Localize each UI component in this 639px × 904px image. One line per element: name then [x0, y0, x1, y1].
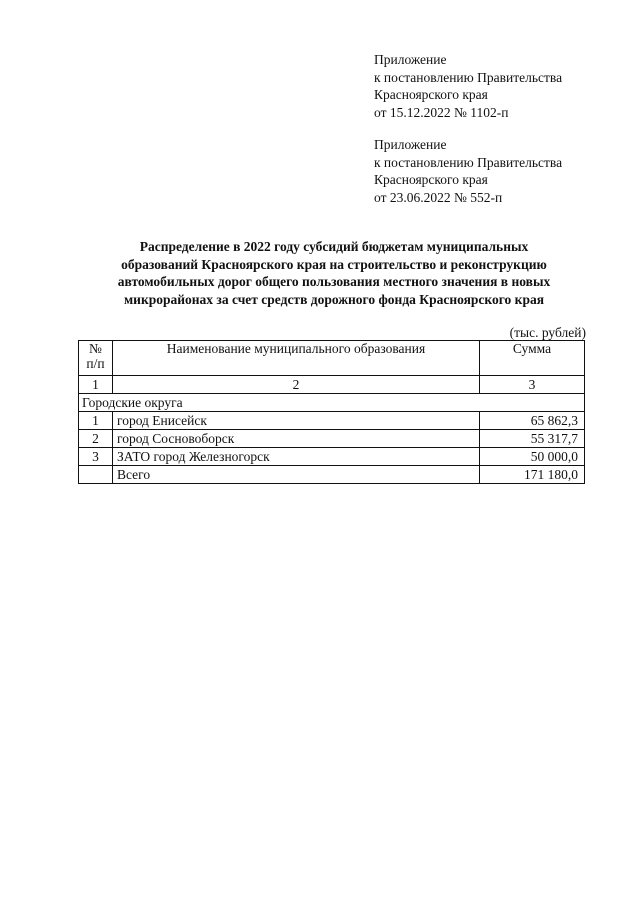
appendix-block-1 — [374, 51, 562, 121]
row-sum: 50 000,0 — [480, 448, 585, 466]
header-name: Наименование муниципального образования — [113, 341, 480, 376]
index-cell-1: 1 — [79, 376, 113, 394]
table-group-row — [79, 394, 585, 412]
row-num: 2 — [79, 430, 113, 448]
appendix-2-line-2: к постановлению Правительства — [374, 154, 563, 170]
row-name: город Енисейск — [113, 412, 480, 430]
appendix-1-line-1: Приложение — [374, 52, 447, 67]
row-sum: 65 862,3 — [480, 412, 585, 430]
group-label: Городские округа — [79, 394, 585, 412]
appendix-2-line-3: Красноярского края — [374, 172, 488, 187]
table-header-row — [79, 341, 585, 376]
row-sum: 55 317,7 — [480, 430, 585, 448]
appendix-2-line-4: от 23.06.2022 № 552-п — [374, 189, 503, 205]
index-cell-2: 2 — [113, 376, 480, 394]
appendix-1-line-4: от 15.12.2022 № 1102-п — [374, 104, 509, 120]
units-label: (тыс. рублей) — [509, 325, 586, 340]
title-line-3: автомобильных дорог общего пользования местного значения в новых — [117, 274, 551, 289]
table-row — [79, 412, 585, 430]
appendix-1-line-3: Красноярского края — [374, 87, 488, 102]
header-num — [79, 341, 113, 376]
subsidy-table — [78, 340, 585, 484]
header-sum: Сумма — [480, 341, 585, 376]
appendix-1-line-2: к постановлению Правительства — [374, 69, 563, 85]
header-num-line-1: № — [89, 341, 102, 356]
appendix-2-line-1: Приложение — [374, 137, 447, 152]
row-name: город Сосновоборск — [113, 430, 480, 448]
index-cell-3: 3 — [480, 376, 585, 394]
header-num-line-2: п/п — [86, 356, 105, 371]
table-row — [79, 448, 585, 466]
table-row — [79, 430, 585, 448]
total-sum: 171 180,0 — [480, 466, 585, 484]
title-line-1: Распределение в 2022 году субсидий бюджетам муниципальных — [139, 239, 529, 254]
row-name: ЗАТО город Железногорск — [113, 448, 480, 466]
row-num: 1 — [79, 412, 113, 430]
total-label: Всего — [113, 466, 480, 484]
table-index-row — [79, 376, 585, 394]
table-total-row — [79, 466, 585, 484]
appendix-block-2 — [374, 136, 562, 206]
row-num: 3 — [79, 448, 113, 466]
title-line-4: микрорайонах за счет средств дорожного фонда Красноярского края — [123, 291, 545, 307]
title-line-2: образований Красноярского края на строительство и реконструкцию — [121, 256, 547, 272]
document-title — [60, 238, 608, 308]
total-num-empty — [79, 466, 113, 484]
